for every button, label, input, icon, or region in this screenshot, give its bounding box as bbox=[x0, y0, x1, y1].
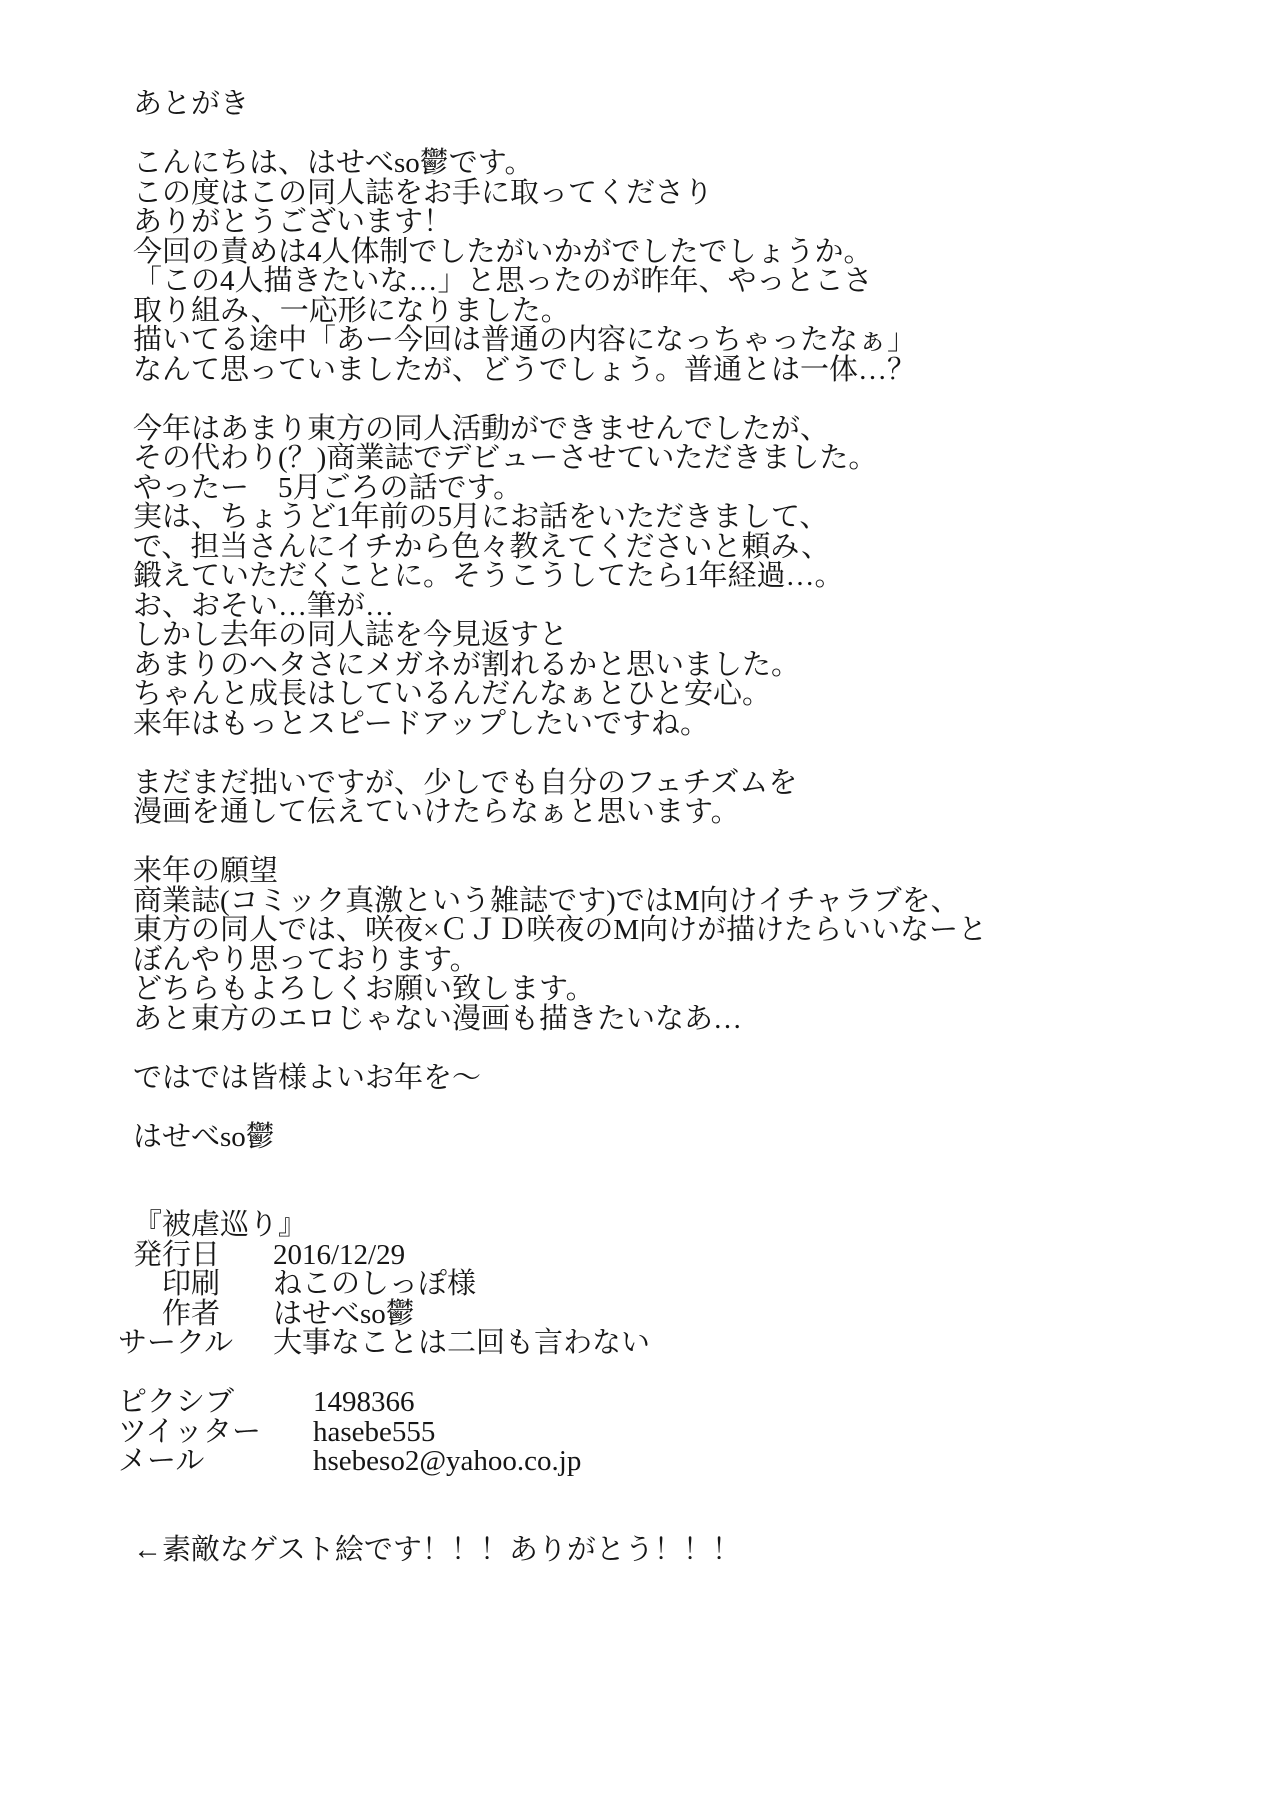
colophon-value: はせべso鬱 bbox=[273, 1297, 415, 1330]
text-line: しかし去年の同人誌を今見返すと bbox=[133, 619, 569, 651]
contact-row bbox=[118, 1415, 1218, 1448]
text-line: どちらもよろしくお願い致します。 bbox=[133, 973, 595, 1005]
contact-info bbox=[118, 1388, 1218, 1477]
colophon-value: ねこのしっぽ様 bbox=[273, 1268, 477, 1300]
text-line: ちゃんと成長はしているんだんなぁとひと安心。 bbox=[133, 678, 772, 710]
twitter-id-text: hasebe555 bbox=[313, 1415, 436, 1448]
text-line: はせべso鬱 bbox=[133, 1120, 275, 1153]
paragraph-year-recap bbox=[118, 412, 1218, 740]
colophon-label: サークル bbox=[118, 1327, 234, 1359]
contact-label: ピクシブ bbox=[118, 1386, 235, 1418]
text-line: 描いてる途中「あー今回は普通の内容になっちゃったなぁ」 bbox=[133, 324, 917, 356]
text-line: 取り組み、一応形になりました。 bbox=[133, 294, 570, 327]
contact-label: メール bbox=[118, 1445, 205, 1477]
colophon-row bbox=[118, 1270, 1218, 1300]
text-line: 今年はあまり東方の同人活動ができませんでしたが、 bbox=[133, 412, 830, 445]
email-text: hsebeso2@yahoo.co.jp bbox=[313, 1445, 582, 1477]
pixiv-id-text: 1498366 bbox=[313, 1386, 415, 1418]
text-line: 商業誌(コミック真激という雑誌です)ではM向けイチャラブを、 bbox=[133, 884, 960, 917]
book-title: 『被虐巡り』 bbox=[133, 1209, 308, 1241]
text-line: 来年はもっとスピードアップしたいですね。 bbox=[133, 707, 709, 740]
colophon-label: 印刷 bbox=[162, 1268, 221, 1300]
guest-note-block bbox=[118, 1533, 1218, 1566]
colophon-label: 作者 bbox=[162, 1297, 221, 1330]
text-line: ではでは皆様よいお年を～ bbox=[133, 1061, 482, 1094]
colophon-value: 2016/12/29 bbox=[273, 1238, 406, 1271]
paragraph-greeting bbox=[118, 149, 1218, 385]
text-line: 東方の同人では、咲夜×ＣＪＤ咲夜のM向けが描けたらいいなーと bbox=[133, 914, 988, 946]
text-line: なんて思っていましたが、どうでしょう。普通とは一体…？ bbox=[133, 353, 917, 386]
paragraph-farewell bbox=[118, 1061, 1218, 1094]
text-line: 「この4人描きたいな…」と思ったのが昨年、やっとこさ bbox=[133, 265, 873, 297]
text-line: あまりのヘタさにメガネが割れるかと思いました。 bbox=[133, 648, 801, 681]
text-line: ぼんやり思っております。 bbox=[133, 943, 479, 976]
text-line: やったー 5月ごろの話です。 bbox=[133, 471, 523, 504]
paragraph-fetishism bbox=[118, 766, 1218, 828]
guest-note: ←素敵なゲスト絵です！！！ありがとう！！！ bbox=[133, 1533, 741, 1566]
colophon bbox=[118, 1211, 1218, 1359]
contact-row bbox=[118, 1447, 1218, 1477]
text-line: あと東方のエロじゃない漫画も描きたいなあ… bbox=[133, 1002, 743, 1035]
text-line: その代わり(？)商業誌でデビューさせていただきました。 bbox=[133, 442, 878, 474]
author-signature bbox=[118, 1120, 1218, 1153]
text-line: 実は、ちょうど1年前の5月にお話をいただきまして、 bbox=[133, 501, 829, 533]
text-line: ありがとうございます！ bbox=[133, 206, 453, 238]
text-line: 今回の責めは4人体制でしたがいかがでしたでしょうか。 bbox=[133, 235, 873, 268]
colophon-row bbox=[118, 1329, 1218, 1359]
colophon-row bbox=[118, 1238, 1218, 1271]
text-line: 鍛えていただくことに。そうこうしてたら1年経過…。 bbox=[133, 560, 844, 592]
colophon-row bbox=[118, 1297, 1218, 1330]
contact-row bbox=[118, 1388, 1218, 1418]
text-line: この度はこの同人誌をお手に取ってくださり bbox=[133, 176, 714, 209]
colophon-label: 発行日 bbox=[133, 1238, 221, 1271]
text-line: こんにちは、はせべso鬱です。 bbox=[133, 147, 534, 179]
text-line: まだまだ拙いですが、少しでも自分のフェチズムを bbox=[133, 766, 798, 799]
paragraph-next-year-hopes bbox=[118, 857, 1218, 1034]
contact-label: ツイッター bbox=[118, 1415, 261, 1448]
text-line: 来年の願望 bbox=[133, 855, 279, 887]
colophon-value: 大事なことは二回も言わない bbox=[273, 1327, 651, 1359]
text-line: で、担当さんにイチから色々教えてくださいと頼み、 bbox=[133, 530, 831, 563]
page-content bbox=[118, 90, 1218, 1565]
text-line: お、おそい…筆が… bbox=[133, 589, 395, 622]
text-line: 漫画を通して伝えていけたらなぁと思います。 bbox=[133, 796, 740, 828]
page-title: あとがき bbox=[133, 88, 250, 120]
